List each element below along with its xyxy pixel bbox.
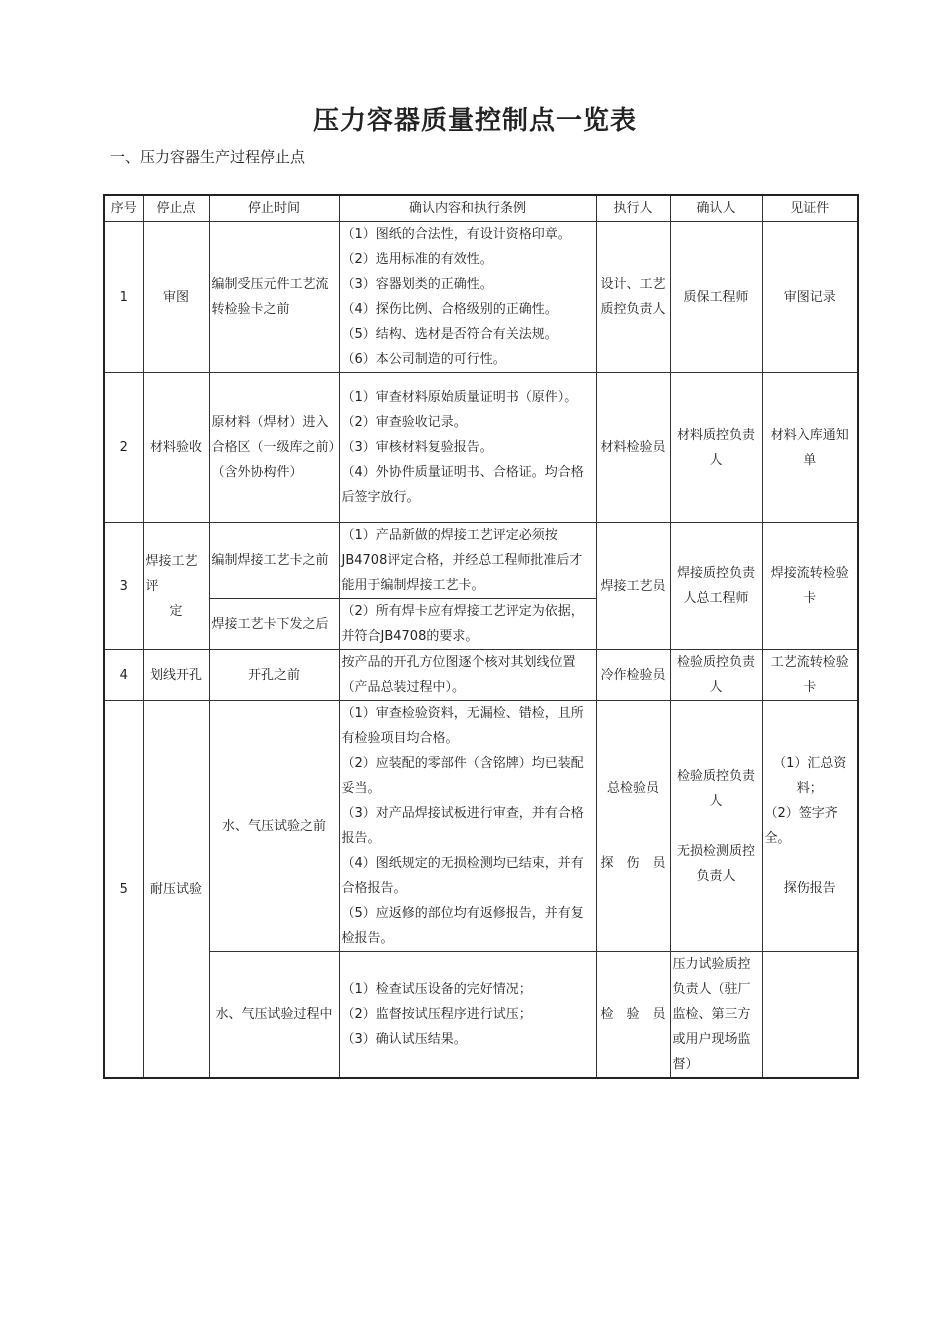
executor: 焊接工艺员 — [596, 523, 670, 650]
content-line: （4）探伤比例、合格级别的正确性。 — [341, 302, 558, 317]
table-row — [104, 650, 858, 701]
content-line: （1）审查材料原始质量证明书（原件）。 — [341, 390, 578, 405]
table-row — [104, 701, 858, 952]
row-number: 4 — [104, 650, 143, 701]
evidence — [762, 701, 858, 952]
executor-line: 探 伤 员 — [600, 856, 666, 871]
evidence-line: （1）汇总资料； — [773, 756, 847, 796]
content-line: （4）外协件质量证明书、合格证。均合格后签字放行。 — [341, 465, 584, 505]
content-line: （6）本公司制造的可行性。 — [341, 352, 506, 367]
evidence-line: （2）签字齐全。 — [764, 806, 838, 846]
stop-time: 原材料（焊材）进入合格区（一级库之前）（含外协构件） — [209, 373, 339, 523]
confirmer-line: 无损检测质控负责人 — [676, 843, 755, 884]
confirm-content — [339, 599, 596, 650]
section-heading: 一、压力容器生产过程停止点 — [110, 148, 306, 166]
confirmer: 检验质控负责人 — [670, 650, 762, 701]
stop-point: 审图 — [143, 222, 209, 373]
stop-point-line: 焊接工艺评 — [145, 553, 198, 594]
confirmer — [670, 701, 762, 952]
confirm-content — [339, 952, 596, 1079]
stop-time: 编制焊接工艺卡之前 — [209, 523, 339, 599]
table-row — [104, 222, 858, 373]
confirm-content — [339, 701, 596, 952]
evidence-line: 探伤报告 — [783, 881, 836, 896]
spacer — [599, 801, 668, 851]
stop-time: 焊接工艺卡下发之后 — [209, 599, 339, 650]
confirmer-line: 检验质控负责人 — [676, 768, 755, 809]
evidence: 焊接流转检验卡 — [762, 523, 858, 650]
evidence: 审图记录 — [762, 222, 858, 373]
content-line: （2）所有焊卡应有焊接工艺评定为依据，并符合JB4708的要求。 — [341, 604, 584, 644]
executor: 冷作检验员 — [596, 650, 670, 701]
header-cell: 执行人 — [596, 195, 670, 222]
table-row — [104, 523, 858, 599]
content-line: （4）图纸规定的无损检测均已结束，并有合格报告。 — [341, 856, 584, 896]
spacer — [673, 814, 760, 839]
confirmer: 质保工程师 — [670, 222, 762, 373]
confirm-content — [339, 222, 596, 373]
spacer — [765, 851, 856, 876]
content-line: （3）对产品焊接试板进行审查，并有合格报告。 — [341, 806, 584, 846]
content-line: （3）容器划类的正确性。 — [341, 277, 493, 292]
header-cell: 确认人 — [670, 195, 762, 222]
content-line: （2）选用标准的有效性。 — [341, 252, 493, 267]
content-line: 按产品的开孔方位图逐个核对其划线位置（产品总装过程中）。 — [341, 655, 576, 695]
content-line: （1）检查试压设备的完好情况； — [341, 982, 532, 997]
header-cell: 停止时间 — [209, 195, 339, 222]
confirm-content — [339, 373, 596, 523]
stop-point-line: 定 — [169, 603, 183, 619]
quality-control-table — [103, 194, 859, 1079]
content-line: （5）应返修的部位均有返修报告，并有复检报告。 — [341, 906, 584, 946]
row-number: 3 — [104, 523, 143, 650]
confirmer: 焊接质控负责人总工程师 — [670, 523, 762, 650]
confirmer: 压力试验质控负责人（驻厂监检、第三方或用户现场监督） — [670, 952, 762, 1079]
stop-time: 编制受压元件工艺流转检验卡之前 — [209, 222, 339, 373]
content-line: （1）图纸的合法性，有设计资格印章。 — [341, 227, 571, 242]
header-cell: 序号 — [104, 195, 143, 222]
page-title: 压力容器质量控制点一览表 — [312, 106, 637, 136]
stop-point: 材料验收 — [143, 373, 209, 523]
executor: 材料检验员 — [596, 373, 670, 523]
header-cell: 停止点 — [143, 195, 209, 222]
stop-point: 划线开孔 — [143, 650, 209, 701]
confirm-content — [339, 650, 596, 701]
content-line: （3）审核材料复验报告。 — [341, 440, 493, 455]
stop-time: 开孔之前 — [209, 650, 339, 701]
evidence: 材料入库通知单 — [762, 373, 858, 523]
confirm-content — [339, 523, 596, 599]
evidence: 工艺流转检验卡 — [762, 650, 858, 701]
table-row — [104, 373, 858, 523]
table-row — [104, 952, 858, 1079]
executor: 检 验 员 — [596, 952, 670, 1079]
content-line: （3）确认试压结果。 — [341, 1032, 467, 1047]
content-line: （2）监督按试压程序进行试压； — [341, 1007, 532, 1022]
content-line: （1）审查检验资料，无漏检、错检，且所有检验项目均合格。 — [341, 706, 584, 746]
header-cell: 确认内容和执行条例 — [339, 195, 596, 222]
executor: 设计、工艺质控负责人 — [596, 222, 670, 373]
evidence — [762, 952, 858, 1079]
table-header-row — [104, 195, 858, 222]
content-line: （2）审查验收记录。 — [341, 415, 467, 430]
executor — [596, 701, 670, 952]
row-number: 2 — [104, 373, 143, 523]
stop-point — [143, 523, 209, 650]
stop-point: 耐压试验 — [143, 701, 209, 1079]
stop-time: 水、气压试验过程中 — [209, 952, 339, 1079]
content-line: （2）应装配的零部件（含铭牌）均已装配妥当。 — [341, 756, 584, 796]
content-line: （1）产品新做的焊接工艺评定必须按JB4708评定合格，并经总工程师批准后才能用于编制焊接工艺卡。 — [341, 528, 583, 593]
header-cell: 见证件 — [762, 195, 858, 222]
stop-time: 水、气压试验之前 — [209, 701, 339, 952]
confirmer: 材料质控负责人 — [670, 373, 762, 523]
content-line: （5）结构、选材是否符合有关法规。 — [341, 327, 558, 342]
row-number: 5 — [104, 701, 143, 1079]
executor-line: 总检验员 — [606, 781, 659, 796]
row-number: 1 — [104, 222, 143, 373]
